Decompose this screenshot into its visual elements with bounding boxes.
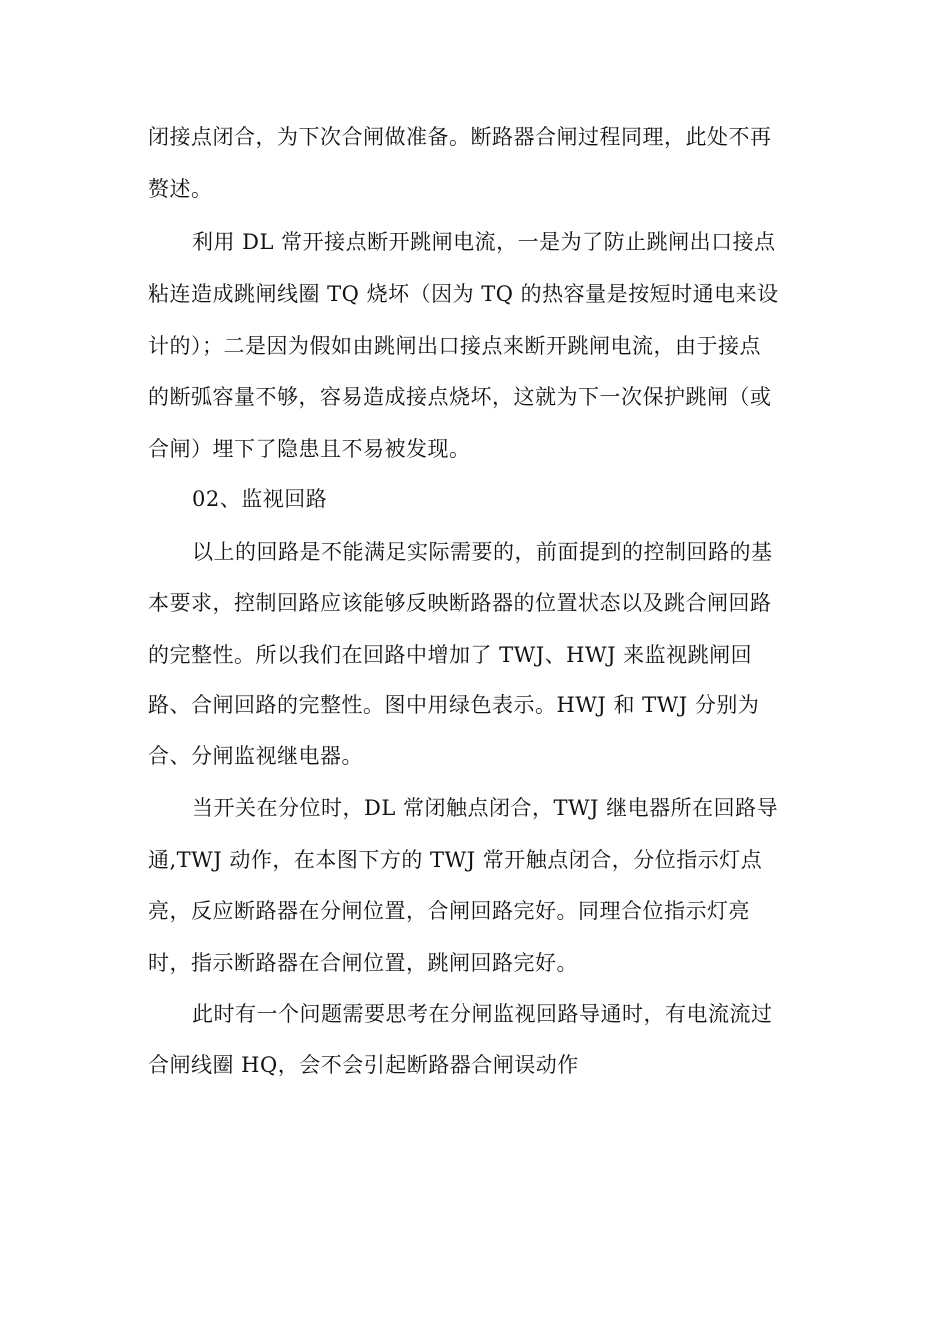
- text-line: 的断弧容量不够，容易造成接点烧坏，这就为下一次保护跳闸（或: [148, 385, 772, 409]
- section-heading: 02、监视回路: [192, 487, 328, 511]
- text-line: 合、分闸监视继电器。: [148, 744, 363, 768]
- paragraph-first-line: 利用 DL 常开接点断开跳闸电流，一是为了防止跳闸出口接点: [192, 230, 776, 254]
- text-line: 合闸）埋下了隐患且不易被发现。: [148, 437, 471, 461]
- text-line: 赘述。: [148, 177, 213, 201]
- text-line: 路、合闸回路的完整性。图中用绿色表示。HWJ 和 TWJ 分别为: [148, 693, 760, 717]
- text-line: 粘连造成跳闸线圈 TQ 烧坏（因为 TQ 的热容量是按短时通电来设: [148, 282, 779, 306]
- text-line: 亮，反应断路器在分闸位置，合闸回路完好。同理合位指示灯亮: [148, 899, 750, 923]
- paragraph-first-line: 以上的回路是不能满足实际需要的，前面提到的控制回路的基: [192, 540, 773, 564]
- text-line: 通,TWJ 动作，在本图下方的 TWJ 常开触点闭合，分位指示灯点: [148, 848, 763, 872]
- paragraph-first-line: 当开关在分位时，DL 常闭触点闭合，TWJ 继电器所在回路导: [192, 796, 779, 820]
- text-line: 时，指示断路器在合闸位置，跳闸回路完好。: [148, 951, 578, 975]
- text-line: 合闸线圈 HQ，会不会引起断路器合闸误动作: [148, 1053, 579, 1077]
- text-line: 的完整性。所以我们在回路中增加了 TWJ、HWJ 来监视跳闸回: [148, 643, 753, 667]
- text-line: 闭接点闭合，为下次合闸做准备。断路器合闸过程同理，此处不再: [148, 125, 772, 149]
- paragraph-first-line: 此时有一个问题需要思考在分闸监视回路导通时，有电流流过: [192, 1002, 773, 1026]
- text-line: 本要求，控制回路应该能够反映断路器的位置状态以及跳合闸回路: [148, 591, 772, 615]
- text-line: 计的）；二是因为假如由跳闸出口接点来断开跳闸电流，由于接点: [148, 334, 761, 358]
